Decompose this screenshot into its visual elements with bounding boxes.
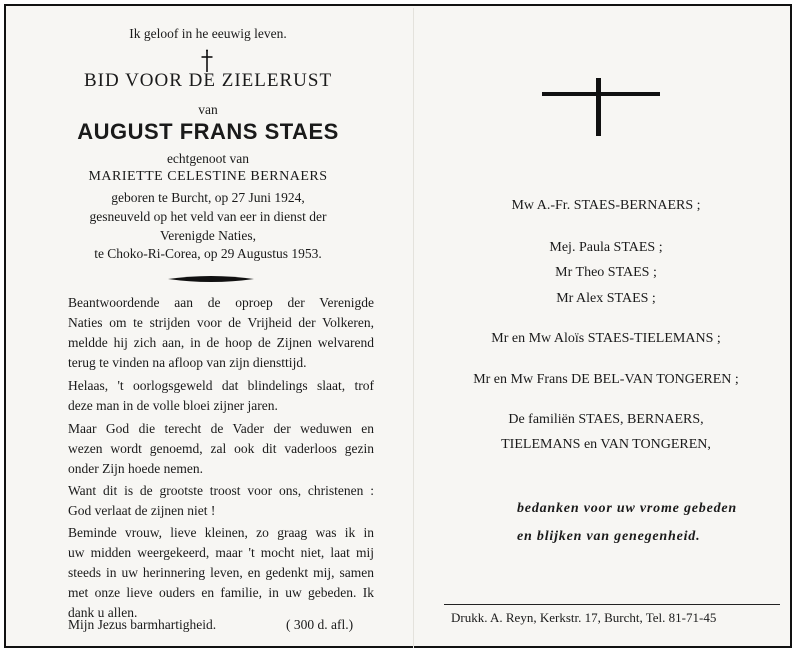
text-line: Maar God die terecht de Vader der weduwen en <box>68 421 374 436</box>
text-line: steeds in uw herinnering leven, en gedenkt mij, samen <box>68 565 374 580</box>
text-line: uw midden weergekeerd, maar 't mocht niet, laat mij <box>68 545 374 560</box>
paragraph-2 <box>68 376 374 416</box>
ornament-divider <box>166 274 256 284</box>
text-line: Want dit is de grootste troost voor ons, christenen : <box>68 483 374 498</box>
paragraph-4 <box>68 481 374 521</box>
family-line-2: Mej. Paula STAES ; <box>549 240 663 255</box>
death-line: te Choko-Ri-Corea, op 29 Augustus 1953. <box>94 246 322 261</box>
closing-prayer: Mijn Jezus barmhartigheid. <box>68 617 217 632</box>
thanks-line-1: bedanken voor uw vrome gebeden <box>517 501 737 516</box>
birth-line: geboren te Burcht, op 27 Juni 1924, <box>111 190 305 205</box>
text-line: Naties om te strijden voor de Vrijheid der Volkeren, <box>68 315 374 330</box>
text-line: onder Zijn hoede nemen. <box>68 461 203 476</box>
prayer-heading: BID VOOR DE ZIELERUST <box>83 70 333 91</box>
text-line: God verlaat de zijnen niet ! <box>68 503 216 518</box>
text-line: deze man in de volle bloei zijner jaren. <box>68 398 278 413</box>
family-line-4: Mr Alex STAES ; <box>556 291 656 306</box>
van-label: van <box>198 102 218 117</box>
family-line-6: Mr en Mw Frans DE BEL-VAN TONGEREN ; <box>473 372 739 387</box>
fallen-line: gesneuveld op het veld van eer in dienst der <box>89 209 327 224</box>
family-line-5: Mr en Mw Aloïs STAES-TIELEMANS ; <box>491 331 721 346</box>
large-cross-icon <box>542 78 660 140</box>
text-line: wezen wordt genoemd, zal ook dit vaderloos gezin <box>68 441 374 456</box>
family-line-7: De familiën STAES, BERNAERS, <box>508 412 704 427</box>
family-line-1: Mw A.-Fr. STAES-BERNAERS ; <box>511 198 701 213</box>
memorial-card <box>4 4 792 648</box>
text-line: dank u allen. <box>68 605 138 620</box>
family-line-3: Mr Theo STAES ; <box>555 265 657 280</box>
text-line: met onze lieve ouders en familie, in uw gebeden. Ik <box>68 585 374 600</box>
text-line: Beantwoordende aan de oproep der Verenigde <box>68 295 374 310</box>
text-line: Helaas, 't oorlogsgeweld dat blindelings slaat, trof <box>68 378 374 393</box>
deceased-name: AUGUST FRANS STAES <box>77 119 339 144</box>
printer-line: Drukk. A. Reyn, Kerkstr. 17, Burcht, Tel. 81-71-45 <box>451 610 717 625</box>
paragraph-5 <box>68 523 374 623</box>
un-line: Verenigde Naties, <box>160 228 256 243</box>
printer-rule <box>444 604 780 605</box>
text-line: meldde hij zich aan, in de hoop de Zijnen welvarend <box>68 335 374 350</box>
text-line: terug te vinden na afloop van zijn diensttijd. <box>68 355 307 370</box>
indulgence-note: ( 300 d. afl.) <box>286 617 354 632</box>
faith-line: Ik geloof in he eeuwig leven. <box>129 26 287 41</box>
family-line-8: TIELEMANS en VAN TONGEREN, <box>501 437 711 452</box>
center-fold <box>413 8 414 648</box>
paragraph-1 <box>68 293 374 373</box>
spouse-name: MARIETTE CELESTINE BERNAERS <box>88 169 328 184</box>
spouse-intro: echtgenoot van <box>166 151 250 166</box>
text-line: Beminde vrouw, lieve kleinen, zo graag was ik in <box>68 525 374 540</box>
thanks-line-2: en blijken van genegenheid. <box>517 529 701 544</box>
paragraph-3 <box>68 419 374 479</box>
